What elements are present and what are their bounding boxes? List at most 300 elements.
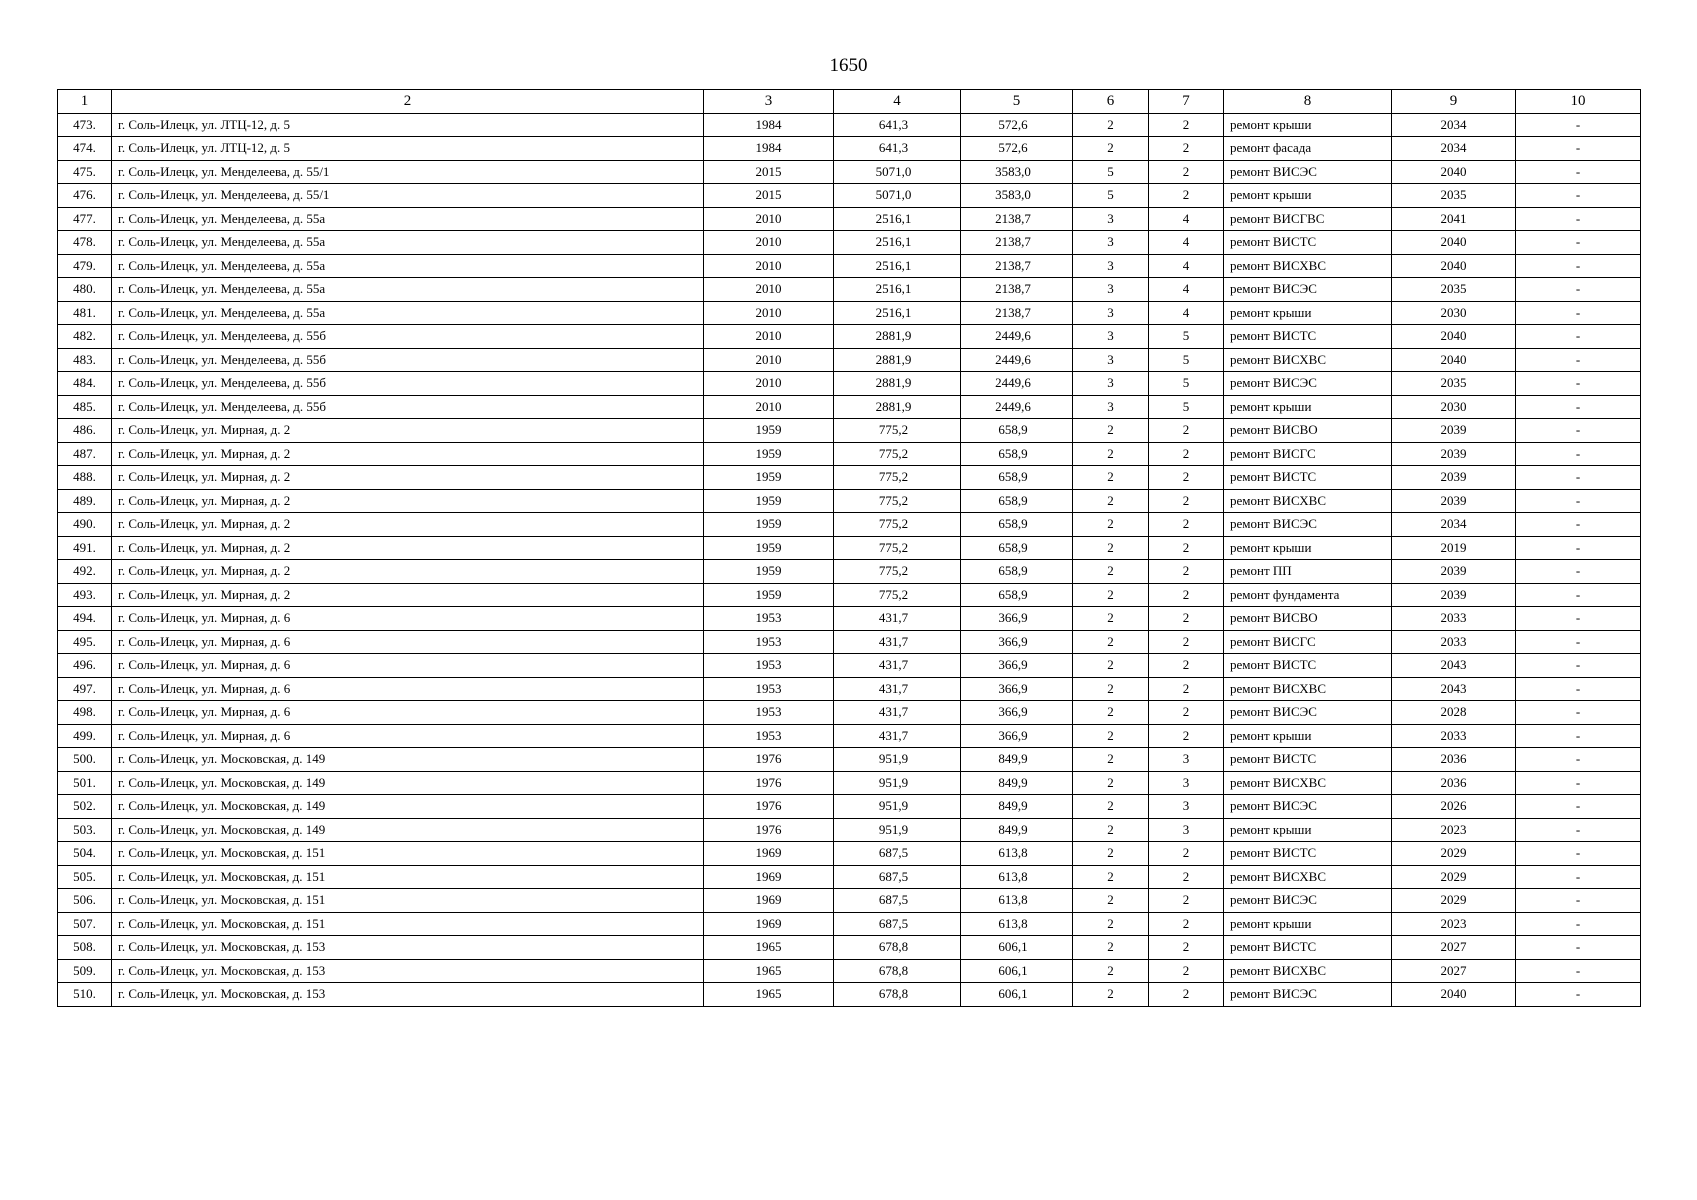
planned-year-cell: 2023 [1392, 912, 1516, 936]
address-cell: г. Соль-Илецк, ул. Менделеева, д. 55/1 [112, 184, 704, 208]
entrances-cell: 2 [1149, 936, 1224, 960]
total-area-cell: 641,3 [834, 113, 961, 137]
table-row [58, 701, 1641, 725]
entrances-cell: 2 [1149, 983, 1224, 1007]
total-area-cell: 678,8 [834, 936, 961, 960]
year-built-cell: 1959 [704, 442, 834, 466]
planned-year-cell: 2040 [1392, 160, 1516, 184]
floors-cell: 3 [1073, 395, 1149, 419]
total-area-cell: 775,2 [834, 583, 961, 607]
address-cell: г. Соль-Илецк, ул. Мирная, д. 2 [112, 536, 704, 560]
floors-cell: 2 [1073, 795, 1149, 819]
row-number-cell: 487. [58, 442, 112, 466]
planned-year-cell: 2023 [1392, 818, 1516, 842]
floors-cell: 2 [1073, 113, 1149, 137]
row-number-cell: 502. [58, 795, 112, 819]
total-area-cell: 431,7 [834, 654, 961, 678]
entrances-cell: 5 [1149, 372, 1224, 396]
work-type-cell: ремонт ВИСТС [1224, 748, 1392, 772]
column-header-10: 10 [1516, 90, 1641, 114]
row-number-cell: 475. [58, 160, 112, 184]
planned-year-cell: 2039 [1392, 583, 1516, 607]
column-header-7: 7 [1149, 90, 1224, 114]
year-built-cell: 1959 [704, 513, 834, 537]
entrances-cell: 4 [1149, 207, 1224, 231]
row-number-cell: 491. [58, 536, 112, 560]
note-cell: - [1516, 889, 1641, 913]
entrances-cell: 3 [1149, 818, 1224, 842]
living-area-cell: 658,9 [961, 560, 1073, 584]
work-type-cell: ремонт фундамента [1224, 583, 1392, 607]
note-cell: - [1516, 466, 1641, 490]
living-area-cell: 2138,7 [961, 231, 1073, 255]
entrances-cell: 2 [1149, 513, 1224, 537]
note-cell: - [1516, 583, 1641, 607]
work-type-cell: ремонт крыши [1224, 912, 1392, 936]
year-built-cell: 1976 [704, 771, 834, 795]
table-row [58, 795, 1641, 819]
year-built-cell: 1969 [704, 865, 834, 889]
work-type-cell: ремонт ВИСХВС [1224, 254, 1392, 278]
living-area-cell: 658,9 [961, 513, 1073, 537]
living-area-cell: 2138,7 [961, 278, 1073, 302]
row-number-cell: 497. [58, 677, 112, 701]
entrances-cell: 2 [1149, 677, 1224, 701]
work-type-cell: ремонт крыши [1224, 724, 1392, 748]
work-type-cell: ремонт ВИСЭС [1224, 513, 1392, 537]
floors-cell: 3 [1073, 372, 1149, 396]
year-built-cell: 1984 [704, 113, 834, 137]
total-area-cell: 775,2 [834, 560, 961, 584]
column-header-9: 9 [1392, 90, 1516, 114]
planned-year-cell: 2040 [1392, 254, 1516, 278]
entrances-cell: 4 [1149, 231, 1224, 255]
row-number-cell: 494. [58, 607, 112, 631]
floors-cell: 3 [1073, 348, 1149, 372]
note-cell: - [1516, 865, 1641, 889]
year-built-cell: 1959 [704, 560, 834, 584]
address-cell: г. Соль-Илецк, ул. Менделеева, д. 55а [112, 231, 704, 255]
floors-cell: 2 [1073, 724, 1149, 748]
note-cell: - [1516, 254, 1641, 278]
row-number-cell: 499. [58, 724, 112, 748]
living-area-cell: 658,9 [961, 466, 1073, 490]
row-number-cell: 509. [58, 959, 112, 983]
table-row [58, 489, 1641, 513]
floors-cell: 2 [1073, 959, 1149, 983]
row-number-cell: 505. [58, 865, 112, 889]
table-row [58, 113, 1641, 137]
work-type-cell: ремонт ВИСЭС [1224, 795, 1392, 819]
note-cell: - [1516, 395, 1641, 419]
note-cell: - [1516, 724, 1641, 748]
work-type-cell: ремонт ВИСТС [1224, 231, 1392, 255]
table-row [58, 936, 1641, 960]
row-number-cell: 495. [58, 630, 112, 654]
total-area-cell: 687,5 [834, 842, 961, 866]
floors-cell: 2 [1073, 748, 1149, 772]
address-cell: г. Соль-Илецк, ул. Менделеева, д. 55/1 [112, 160, 704, 184]
year-built-cell: 1953 [704, 607, 834, 631]
note-cell: - [1516, 325, 1641, 349]
entrances-cell: 2 [1149, 536, 1224, 560]
note-cell: - [1516, 348, 1641, 372]
floors-cell: 2 [1073, 677, 1149, 701]
floors-cell: 2 [1073, 607, 1149, 631]
work-type-cell: ремонт ВИСХВС [1224, 677, 1392, 701]
table-row [58, 959, 1641, 983]
planned-year-cell: 2039 [1392, 560, 1516, 584]
living-area-cell: 2449,6 [961, 325, 1073, 349]
address-cell: г. Соль-Илецк, ул. Менделеева, д. 55б [112, 348, 704, 372]
work-type-cell: ремонт ВИСЭС [1224, 160, 1392, 184]
note-cell: - [1516, 137, 1641, 161]
table-row [58, 278, 1641, 302]
row-number-cell: 504. [58, 842, 112, 866]
living-area-cell: 658,9 [961, 536, 1073, 560]
year-built-cell: 1969 [704, 912, 834, 936]
work-type-cell: ремонт ВИСЭС [1224, 372, 1392, 396]
work-type-cell: ремонт крыши [1224, 395, 1392, 419]
note-cell: - [1516, 607, 1641, 631]
total-area-cell: 678,8 [834, 959, 961, 983]
address-cell: г. Соль-Илецк, ул. Московская, д. 151 [112, 865, 704, 889]
year-built-cell: 1959 [704, 536, 834, 560]
work-type-cell: ремонт ВИСГС [1224, 630, 1392, 654]
work-type-cell: ремонт ВИСТС [1224, 466, 1392, 490]
note-cell: - [1516, 701, 1641, 725]
column-header-1: 1 [58, 90, 112, 114]
table-row [58, 254, 1641, 278]
floors-cell: 3 [1073, 278, 1149, 302]
living-area-cell: 366,9 [961, 677, 1073, 701]
total-area-cell: 641,3 [834, 137, 961, 161]
row-number-cell: 483. [58, 348, 112, 372]
floors-cell: 3 [1073, 301, 1149, 325]
column-header-6: 6 [1073, 90, 1149, 114]
year-built-cell: 2010 [704, 231, 834, 255]
floors-cell: 3 [1073, 254, 1149, 278]
living-area-cell: 2449,6 [961, 395, 1073, 419]
row-number-cell: 481. [58, 301, 112, 325]
address-cell: г. Соль-Илецк, ул. Московская, д. 151 [112, 912, 704, 936]
year-built-cell: 1953 [704, 724, 834, 748]
address-cell: г. Соль-Илецк, ул. Мирная, д. 2 [112, 583, 704, 607]
entrances-cell: 5 [1149, 395, 1224, 419]
entrances-cell: 4 [1149, 278, 1224, 302]
address-cell: г. Соль-Илецк, ул. Мирная, д. 6 [112, 701, 704, 725]
floors-cell: 2 [1073, 936, 1149, 960]
address-cell: г. Соль-Илецк, ул. Московская, д. 151 [112, 889, 704, 913]
address-cell: г. Соль-Илецк, ул. Московская, д. 153 [112, 983, 704, 1007]
note-cell: - [1516, 301, 1641, 325]
address-cell: г. Соль-Илецк, ул. Менделеева, д. 55б [112, 325, 704, 349]
table-body [58, 113, 1641, 1006]
table-row [58, 607, 1641, 631]
planned-year-cell: 2030 [1392, 301, 1516, 325]
table-row [58, 583, 1641, 607]
table-row [58, 677, 1641, 701]
entrances-cell: 2 [1149, 607, 1224, 631]
row-number-cell: 488. [58, 466, 112, 490]
planned-year-cell: 2035 [1392, 372, 1516, 396]
note-cell: - [1516, 372, 1641, 396]
entrances-cell: 3 [1149, 795, 1224, 819]
table-row [58, 889, 1641, 913]
planned-year-cell: 2040 [1392, 325, 1516, 349]
entrances-cell: 2 [1149, 889, 1224, 913]
planned-year-cell: 2027 [1392, 936, 1516, 960]
work-type-cell: ремонт ВИСГС [1224, 442, 1392, 466]
floors-cell: 2 [1073, 889, 1149, 913]
floors-cell: 2 [1073, 630, 1149, 654]
total-area-cell: 687,5 [834, 912, 961, 936]
note-cell: - [1516, 630, 1641, 654]
table-row [58, 630, 1641, 654]
address-cell: г. Соль-Илецк, ул. Менделеева, д. 55б [112, 372, 704, 396]
table-row [58, 160, 1641, 184]
address-cell: г. Соль-Илецк, ул. Московская, д. 149 [112, 748, 704, 772]
planned-year-cell: 2029 [1392, 842, 1516, 866]
table-header [58, 90, 1641, 114]
planned-year-cell: 2034 [1392, 113, 1516, 137]
year-built-cell: 2010 [704, 301, 834, 325]
floors-cell: 2 [1073, 466, 1149, 490]
address-cell: г. Соль-Илецк, ул. Менделеева, д. 55б [112, 395, 704, 419]
address-cell: г. Соль-Илецк, ул. Менделеева, д. 55а [112, 207, 704, 231]
row-number-cell: 480. [58, 278, 112, 302]
living-area-cell: 658,9 [961, 419, 1073, 443]
table-row [58, 654, 1641, 678]
total-area-cell: 775,2 [834, 466, 961, 490]
year-built-cell: 1976 [704, 818, 834, 842]
address-cell: г. Соль-Илецк, ул. Мирная, д. 6 [112, 724, 704, 748]
row-number-cell: 501. [58, 771, 112, 795]
total-area-cell: 2516,1 [834, 278, 961, 302]
total-area-cell: 2516,1 [834, 207, 961, 231]
table-row [58, 771, 1641, 795]
total-area-cell: 5071,0 [834, 160, 961, 184]
floors-cell: 2 [1073, 771, 1149, 795]
note-cell: - [1516, 677, 1641, 701]
table-row [58, 983, 1641, 1007]
address-cell: г. Соль-Илецк, ул. Мирная, д. 2 [112, 442, 704, 466]
address-cell: г. Соль-Илецк, ул. ЛТЦ-12, д. 5 [112, 137, 704, 161]
work-type-cell: ремонт ВИСЭС [1224, 983, 1392, 1007]
year-built-cell: 2010 [704, 207, 834, 231]
note-cell: - [1516, 748, 1641, 772]
entrances-cell: 2 [1149, 113, 1224, 137]
address-cell: г. Соль-Илецк, ул. Мирная, д. 6 [112, 677, 704, 701]
floors-cell: 2 [1073, 818, 1149, 842]
entrances-cell: 2 [1149, 489, 1224, 513]
living-area-cell: 2449,6 [961, 348, 1073, 372]
note-cell: - [1516, 912, 1641, 936]
planned-year-cell: 2039 [1392, 442, 1516, 466]
note-cell: - [1516, 842, 1641, 866]
planned-year-cell: 2033 [1392, 724, 1516, 748]
entrances-cell: 2 [1149, 865, 1224, 889]
year-built-cell: 1959 [704, 583, 834, 607]
table-row [58, 466, 1641, 490]
living-area-cell: 658,9 [961, 489, 1073, 513]
table-row [58, 184, 1641, 208]
total-area-cell: 431,7 [834, 701, 961, 725]
note-cell: - [1516, 818, 1641, 842]
column-header-4: 4 [834, 90, 961, 114]
living-area-cell: 2138,7 [961, 207, 1073, 231]
address-cell: г. Соль-Илецк, ул. Мирная, д. 2 [112, 489, 704, 513]
living-area-cell: 2138,7 [961, 301, 1073, 325]
total-area-cell: 951,9 [834, 818, 961, 842]
work-type-cell: ремонт ВИСХВС [1224, 348, 1392, 372]
total-area-cell: 951,9 [834, 748, 961, 772]
header-row [58, 90, 1641, 114]
row-number-cell: 484. [58, 372, 112, 396]
planned-year-cell: 2043 [1392, 677, 1516, 701]
year-built-cell: 1953 [704, 630, 834, 654]
planned-year-cell: 2043 [1392, 654, 1516, 678]
note-cell: - [1516, 489, 1641, 513]
planned-year-cell: 2027 [1392, 959, 1516, 983]
table-row [58, 536, 1641, 560]
work-type-cell: ремонт ВИСВО [1224, 419, 1392, 443]
table-row [58, 442, 1641, 466]
year-built-cell: 1953 [704, 701, 834, 725]
living-area-cell: 849,9 [961, 771, 1073, 795]
total-area-cell: 2881,9 [834, 348, 961, 372]
row-number-cell: 474. [58, 137, 112, 161]
floors-cell: 3 [1073, 231, 1149, 255]
planned-year-cell: 2039 [1392, 466, 1516, 490]
total-area-cell: 2516,1 [834, 254, 961, 278]
address-cell: г. Соль-Илецк, ул. Мирная, д. 2 [112, 419, 704, 443]
planned-year-cell: 2029 [1392, 889, 1516, 913]
row-number-cell: 506. [58, 889, 112, 913]
total-area-cell: 431,7 [834, 607, 961, 631]
entrances-cell: 2 [1149, 630, 1224, 654]
floors-cell: 2 [1073, 654, 1149, 678]
entrances-cell: 2 [1149, 160, 1224, 184]
living-area-cell: 613,8 [961, 865, 1073, 889]
column-header-3: 3 [704, 90, 834, 114]
note-cell: - [1516, 278, 1641, 302]
work-type-cell: ремонт ВИСЭС [1224, 278, 1392, 302]
note-cell: - [1516, 560, 1641, 584]
note-cell: - [1516, 959, 1641, 983]
total-area-cell: 431,7 [834, 724, 961, 748]
year-built-cell: 1984 [704, 137, 834, 161]
work-type-cell: ремонт крыши [1224, 184, 1392, 208]
table-row [58, 513, 1641, 537]
note-cell: - [1516, 771, 1641, 795]
planned-year-cell: 2033 [1392, 607, 1516, 631]
row-number-cell: 498. [58, 701, 112, 725]
year-built-cell: 2015 [704, 184, 834, 208]
year-built-cell: 1965 [704, 983, 834, 1007]
planned-year-cell: 2033 [1392, 630, 1516, 654]
living-area-cell: 366,9 [961, 724, 1073, 748]
row-number-cell: 477. [58, 207, 112, 231]
table-row [58, 348, 1641, 372]
total-area-cell: 5071,0 [834, 184, 961, 208]
note-cell: - [1516, 160, 1641, 184]
address-cell: г. Соль-Илецк, ул. Менделеева, д. 55а [112, 254, 704, 278]
planned-year-cell: 2040 [1392, 348, 1516, 372]
address-cell: г. Соль-Илецк, ул. Московская, д. 149 [112, 818, 704, 842]
living-area-cell: 2449,6 [961, 372, 1073, 396]
floors-cell: 2 [1073, 536, 1149, 560]
row-number-cell: 485. [58, 395, 112, 419]
floors-cell: 2 [1073, 983, 1149, 1007]
entrances-cell: 5 [1149, 348, 1224, 372]
address-cell: г. Соль-Илецк, ул. Московская, д. 153 [112, 959, 704, 983]
living-area-cell: 658,9 [961, 583, 1073, 607]
row-number-cell: 489. [58, 489, 112, 513]
planned-year-cell: 2026 [1392, 795, 1516, 819]
work-type-cell: ремонт ВИСТС [1224, 936, 1392, 960]
year-built-cell: 1969 [704, 889, 834, 913]
living-area-cell: 849,9 [961, 795, 1073, 819]
entrances-cell: 3 [1149, 771, 1224, 795]
table-row [58, 560, 1641, 584]
address-cell: г. Соль-Илецк, ул. Мирная, д. 6 [112, 630, 704, 654]
total-area-cell: 775,2 [834, 419, 961, 443]
entrances-cell: 5 [1149, 325, 1224, 349]
entrances-cell: 2 [1149, 137, 1224, 161]
note-cell: - [1516, 184, 1641, 208]
work-type-cell: ремонт ВИСХВС [1224, 489, 1392, 513]
row-number-cell: 473. [58, 113, 112, 137]
floors-cell: 2 [1073, 489, 1149, 513]
living-area-cell: 572,6 [961, 137, 1073, 161]
note-cell: - [1516, 513, 1641, 537]
floors-cell: 2 [1073, 865, 1149, 889]
work-type-cell: ремонт ВИСТС [1224, 842, 1392, 866]
work-type-cell: ремонт ВИСЭС [1224, 701, 1392, 725]
year-built-cell: 1969 [704, 842, 834, 866]
year-built-cell: 2015 [704, 160, 834, 184]
total-area-cell: 775,2 [834, 489, 961, 513]
work-type-cell: ремонт ПП [1224, 560, 1392, 584]
entrances-cell: 2 [1149, 724, 1224, 748]
table-row [58, 207, 1641, 231]
table-row [58, 748, 1641, 772]
living-area-cell: 366,9 [961, 630, 1073, 654]
row-number-cell: 510. [58, 983, 112, 1007]
living-area-cell: 658,9 [961, 442, 1073, 466]
work-type-cell: ремонт ВИСХВС [1224, 865, 1392, 889]
work-type-cell: ремонт ВИСВО [1224, 607, 1392, 631]
note-cell: - [1516, 795, 1641, 819]
row-number-cell: 490. [58, 513, 112, 537]
address-cell: г. Соль-Илецк, ул. Мирная, д. 2 [112, 466, 704, 490]
row-number-cell: 478. [58, 231, 112, 255]
floors-cell: 2 [1073, 560, 1149, 584]
address-cell: г. Соль-Илецк, ул. Менделеева, д. 55а [112, 278, 704, 302]
total-area-cell: 2881,9 [834, 325, 961, 349]
floors-cell: 2 [1073, 513, 1149, 537]
note-cell: - [1516, 231, 1641, 255]
year-built-cell: 1976 [704, 748, 834, 772]
table-row [58, 301, 1641, 325]
row-number-cell: 492. [58, 560, 112, 584]
total-area-cell: 775,2 [834, 513, 961, 537]
entrances-cell: 2 [1149, 654, 1224, 678]
living-area-cell: 572,6 [961, 113, 1073, 137]
table-row [58, 912, 1641, 936]
floors-cell: 2 [1073, 583, 1149, 607]
